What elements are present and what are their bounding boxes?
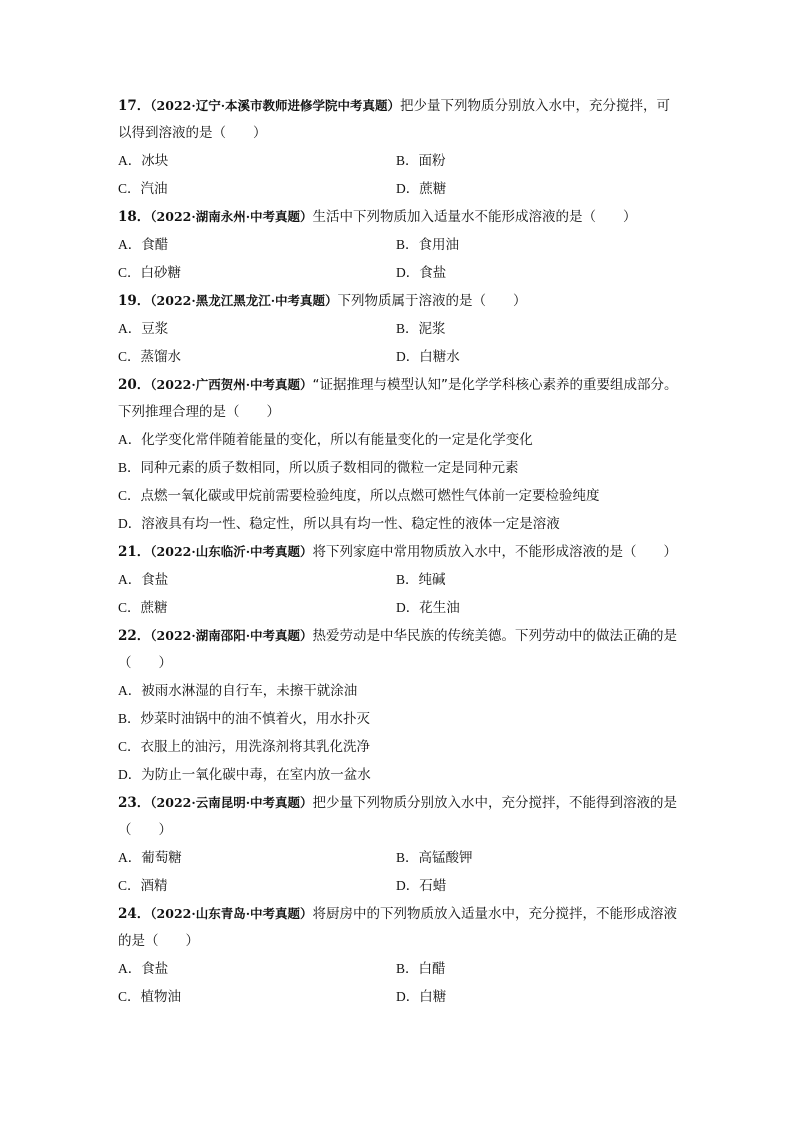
answer-option[interactable] — [118, 343, 396, 371]
option-letter: B． — [118, 460, 141, 475]
option-letter: A． — [118, 683, 142, 698]
question-text: 把少量下列物质分别放入水中，充分搅拌，可以得到溶液的是（ ） — [118, 98, 671, 141]
answer-option[interactable] — [396, 343, 674, 371]
option-letter: A． — [118, 321, 142, 336]
option-letter: B． — [396, 237, 419, 252]
option-text: 同种元素的质子数相同，所以质子数相同的微粒一定是同种元素 — [140, 460, 519, 476]
answer-option[interactable] — [396, 955, 674, 983]
option-text: 蒸馏水 — [140, 349, 182, 365]
answer-option[interactable] — [118, 955, 396, 983]
question-source: （2022·广西贺州·中考真题） — [150, 377, 313, 392]
option-text: 花生油 — [419, 600, 460, 616]
answer-option[interactable] — [396, 315, 674, 343]
option-letter: C． — [118, 349, 141, 364]
question-source: （2022·黑龙江黑龙江·中考真题） — [150, 293, 338, 308]
question-number: 23． — [118, 795, 151, 811]
answer-option[interactable] — [118, 566, 396, 594]
question-block — [118, 203, 678, 287]
answer-option[interactable] — [118, 259, 396, 287]
option-letter: D． — [118, 767, 142, 782]
option-letter: D． — [118, 516, 142, 531]
option-text: 为防止一氧化碳中毒，在室内放一盆水 — [141, 767, 371, 783]
option-letter: B． — [396, 850, 419, 865]
question-source: （2022·山东临沂·中考真题） — [150, 544, 313, 559]
question-text: 热爱劳动是中华民族的传统美德。下列劳动中的做法正确的是（ ） — [118, 628, 678, 671]
option-list — [118, 147, 678, 203]
option-text: 白糖 — [419, 989, 447, 1005]
option-letter: C． — [118, 488, 141, 503]
option-text: 食醋 — [141, 237, 169, 253]
option-letter: D． — [396, 349, 420, 364]
option-text: 泥浆 — [418, 321, 446, 337]
question-text: 将下列家庭中常用物质放入水中，不能形成溶液的是（ ） — [312, 544, 678, 560]
option-text: 食盐 — [419, 265, 447, 281]
answer-option[interactable] — [118, 426, 678, 454]
option-list — [118, 844, 678, 900]
option-letter: A． — [118, 961, 142, 976]
option-text: 蔗糖 — [419, 181, 447, 197]
option-letter: A． — [118, 153, 142, 168]
question-text: 把少量下列物质分别放入水中，充分搅拌，不能得到溶液的是（ ） — [118, 795, 678, 838]
option-list — [118, 955, 678, 1011]
answer-option[interactable] — [118, 594, 396, 622]
option-list — [118, 315, 678, 371]
question-block — [118, 622, 678, 789]
option-text: 蔗糖 — [140, 600, 168, 616]
option-letter: A． — [118, 237, 142, 252]
option-letter: C． — [118, 739, 141, 754]
option-text: 面粉 — [418, 153, 446, 169]
question-block — [118, 789, 678, 900]
question-text: 生活中下列物质加入适量水不能形成溶液的是（ ） — [312, 209, 637, 225]
option-text: 石蜡 — [419, 878, 447, 894]
option-letter: D． — [396, 600, 420, 615]
question-text: “证据推理与模型认知”是化学学科核心素养的重要组成部分。下列推理合理的是（ ） — [118, 377, 678, 420]
option-text: 炒菜时油锅中的油不慎着火，用水扑灭 — [140, 711, 371, 727]
answer-option[interactable] — [396, 566, 674, 594]
option-letter: C． — [118, 181, 141, 196]
answer-option[interactable] — [396, 983, 674, 1011]
answer-option[interactable] — [118, 454, 678, 482]
option-letter: B． — [396, 153, 419, 168]
option-letter: B． — [396, 961, 419, 976]
answer-option[interactable] — [118, 175, 396, 203]
question-stem — [118, 789, 678, 844]
option-letter: A． — [118, 432, 142, 447]
answer-option[interactable] — [118, 983, 396, 1011]
option-text: 白砂糖 — [140, 265, 182, 281]
question-source: （2022·山东青岛·中考真题） — [150, 906, 313, 921]
question-number: 20． — [118, 377, 151, 393]
answer-option[interactable] — [118, 677, 678, 705]
question-source: （2022·云南昆明·中考真题） — [150, 795, 313, 810]
question-stem — [118, 287, 678, 315]
question-text: 下列物质属于溶液的是（ ） — [337, 293, 527, 309]
question-block — [118, 371, 678, 538]
question-stem — [118, 371, 678, 426]
question-stem — [118, 900, 678, 955]
option-text: 食盐 — [141, 961, 169, 977]
answer-option[interactable] — [396, 175, 674, 203]
option-list — [118, 566, 678, 622]
answer-option[interactable] — [118, 147, 396, 175]
option-text: 食用油 — [418, 237, 460, 253]
answer-option[interactable] — [118, 733, 678, 761]
question-block — [118, 92, 678, 203]
question-stem — [118, 203, 678, 231]
answer-option[interactable] — [396, 231, 674, 259]
option-text: 高锰酸钾 — [418, 850, 473, 866]
option-text: 汽油 — [140, 181, 168, 197]
answer-option[interactable] — [118, 482, 678, 510]
option-text: 冰块 — [141, 153, 169, 169]
question-number: 21． — [118, 544, 151, 560]
option-text: 葡萄糖 — [141, 850, 182, 866]
answer-option[interactable] — [118, 844, 396, 872]
option-list — [118, 231, 678, 287]
question-stem — [118, 538, 678, 566]
question-stem — [118, 622, 678, 677]
option-letter: D． — [396, 265, 420, 280]
option-text: 白糖水 — [419, 349, 460, 365]
answer-option[interactable] — [396, 844, 674, 872]
question-block — [118, 900, 678, 1011]
question-text: 将厨房中的下列物质放入适量水中，充分搅拌，不能形成溶液的是（ ） — [118, 906, 678, 949]
option-text: 纯碱 — [418, 572, 446, 588]
option-letter: B． — [396, 572, 419, 587]
question-number: 22． — [118, 628, 151, 644]
option-text: 化学变化常伴随着能量的变化，所以有能量变化的一定是化学变化 — [141, 432, 533, 448]
option-letter: A． — [118, 572, 142, 587]
option-letter: A． — [118, 850, 142, 865]
answer-option[interactable] — [396, 594, 674, 622]
option-list — [118, 677, 678, 789]
answer-option[interactable] — [118, 315, 396, 343]
option-letter: D． — [396, 878, 420, 893]
question-source: （2022·湖南永州·中考真题） — [150, 209, 313, 224]
option-letter: B． — [118, 711, 141, 726]
option-text: 白醋 — [418, 961, 446, 977]
option-letter: D． — [396, 181, 420, 196]
option-text: 溶液具有均一性、稳定性，所以具有均一性、稳定性的液体一定是溶液 — [141, 516, 560, 532]
question-source: （2022·辽宁·本溪市教师进修学院中考真题） — [150, 98, 401, 113]
option-text: 豆浆 — [141, 321, 169, 337]
answer-option[interactable] — [118, 705, 678, 733]
option-text: 酒精 — [140, 878, 168, 894]
question-source: （2022·湖南邵阳·中考真题） — [150, 628, 313, 643]
option-letter: D． — [396, 989, 420, 1004]
answer-option[interactable] — [118, 872, 396, 900]
question-number: 19． — [118, 293, 151, 309]
option-text: 衣服上的油污，用洗涤剂将其乳化洗净 — [140, 739, 371, 755]
option-letter: B． — [396, 321, 419, 336]
answer-option[interactable] — [396, 147, 674, 175]
option-text: 被雨水淋湿的自行车，未擦干就涂油 — [141, 683, 358, 699]
question-block — [118, 538, 678, 622]
exam-page — [118, 92, 678, 1011]
answer-option[interactable] — [118, 761, 678, 789]
question-stem — [118, 92, 678, 147]
option-text: 食盐 — [141, 572, 169, 588]
option-text: 点燃一氧化碳或甲烷前需要检验纯度，所以点燃可燃性气体前一定要检验纯度 — [140, 488, 600, 504]
option-letter: C． — [118, 878, 141, 893]
option-letter: C． — [118, 265, 141, 280]
question-number: 17． — [118, 98, 151, 114]
answer-option[interactable] — [118, 510, 678, 538]
question-number: 24． — [118, 906, 151, 922]
option-text: 植物油 — [140, 989, 182, 1005]
option-list — [118, 426, 678, 538]
answer-option[interactable] — [396, 259, 674, 287]
answer-option[interactable] — [396, 872, 674, 900]
option-letter: C． — [118, 989, 141, 1004]
option-letter: C． — [118, 600, 141, 615]
question-block — [118, 287, 678, 371]
question-number: 18． — [118, 209, 151, 225]
answer-option[interactable] — [118, 231, 396, 259]
